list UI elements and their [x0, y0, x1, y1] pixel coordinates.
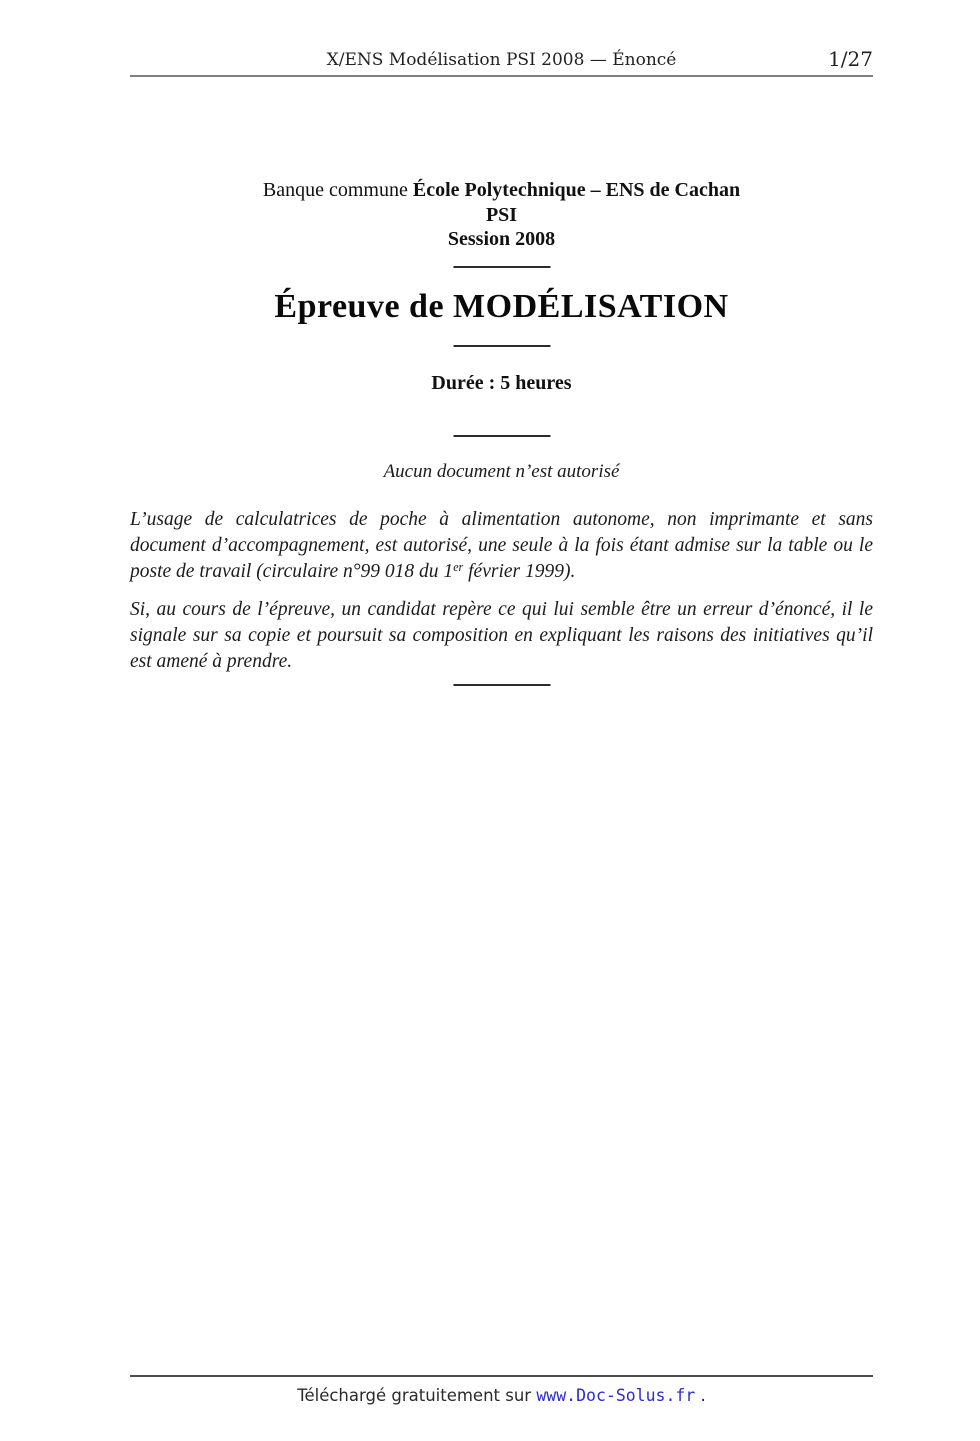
footer-suffix: .	[695, 1386, 706, 1405]
exam-bank-regular: Banque commune	[262, 179, 413, 201]
content-column	[130, 0, 873, 1441]
paragraph-line: est amené à prendre.	[130, 651, 293, 672]
page-header	[130, 46, 873, 77]
duration-line: Durée : 5 heures	[431, 372, 572, 394]
line-text: poste de travail (circulaire n°99 018 du 1	[130, 561, 454, 582]
paragraph-line: signale sur sa copie et poursuit sa composition en expliquant les raisons des initiatives qu’il	[130, 625, 873, 646]
paragraph-line: L’usage de calculatrices de poche à alimentation autonome, non imprimante et sans	[130, 509, 873, 530]
line-text: février 1999).	[463, 561, 576, 582]
exam-bank-line	[130, 179, 873, 202]
paragraph-line: document d’accompagnement, est autorisé, une seule à la fois étant admise sur la table ou le	[130, 535, 873, 556]
page-footer	[130, 1375, 873, 1405]
main-title: Épreuve de MODÉLISATION	[274, 288, 729, 325]
divider-rule	[453, 266, 550, 268]
footer-text: Téléchargé gratuitement sur	[297, 1386, 537, 1405]
divider-rule	[453, 345, 550, 347]
divider-rule	[453, 435, 550, 437]
exam-session: Session 2008	[447, 228, 556, 250]
paragraph-line: Si, au cours de l’épreuve, un candidat repère ce qui lui semble être un erreur d’énoncé, il le	[130, 599, 873, 620]
exam-level: PSI	[485, 204, 518, 226]
paragraph-calculators	[130, 507, 873, 586]
doc-solus-link[interactable]: www.Doc-Solus.fr	[536, 1386, 696, 1405]
superscript-er: er	[453, 559, 464, 574]
page-number: 1/27	[828, 47, 873, 71]
paragraph-line	[130, 559, 873, 586]
header-title: X/ENS Modélisation PSI 2008 — Énoncé	[326, 50, 677, 70]
divider-rule	[453, 684, 550, 686]
paragraph-errors	[130, 597, 873, 675]
exam-bank-bold: École Polytechnique – ENS de Cachan	[412, 179, 741, 201]
notice-line: Aucun document n’est autorisé	[383, 461, 620, 482]
